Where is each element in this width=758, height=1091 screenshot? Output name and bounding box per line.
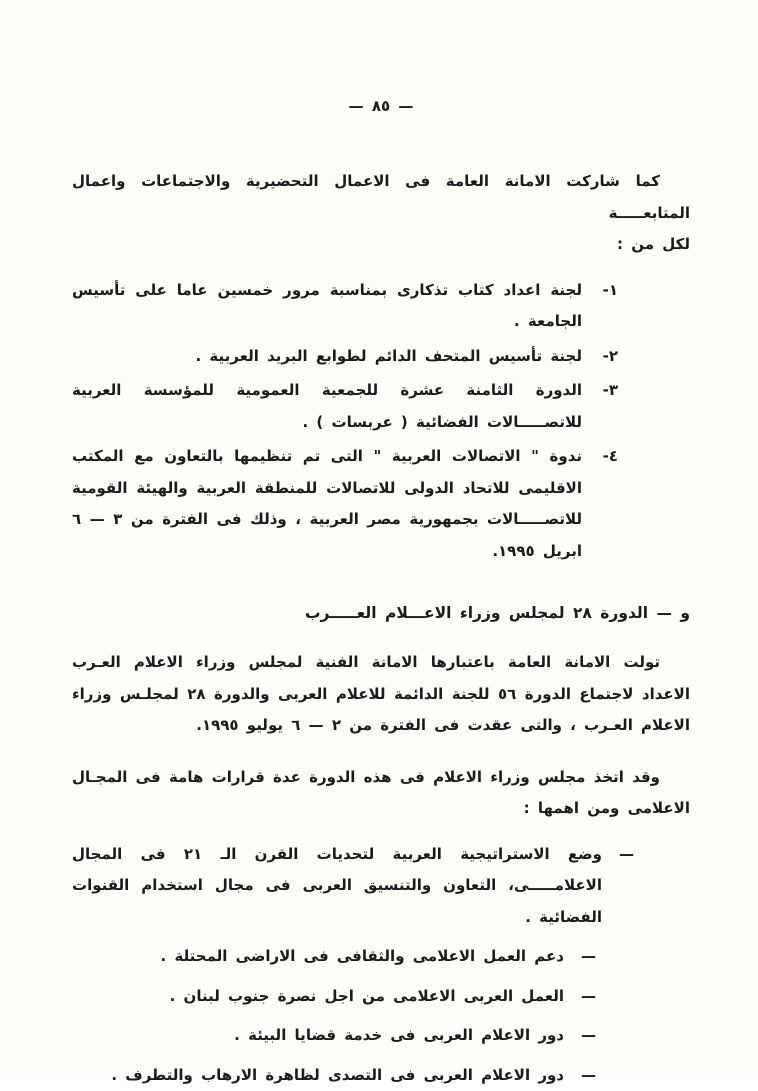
intro-line-1: كما شاركت الامانة العامة فى الاعمال التحضيرية والاجتماعات واعمال المتابعـــــة [72,166,690,229]
intro-line-2: لكل من : [72,229,690,261]
dash-item [72,1020,596,1052]
bullet-text: دور الاعلام العربى فى التصدى لظاهرة الارهاب والتطرف . [72,1060,564,1091]
intro-paragraph [72,166,690,261]
list-item [72,275,618,338]
bullet-text: العمل العربى الاعلامى من اجل نصرة جنوب لبنان . [72,981,564,1013]
dash-marker: — [602,839,634,871]
item-number: ٢- [582,341,618,373]
page-number: — ٨٥ — [72,90,690,122]
dash-item [72,1060,596,1091]
item-number: ٣- [582,375,618,407]
item-text: ندوة " الاتصالات العربية " التى تم تنظيمها بالتعاون مع المكتب الاقليمى للاتحاد الدولى للاتصالات للمنطقة العربية والهيئة القومية للاتصـــــالات بجمهورية مصر العربية ، وذلك فى الفترة من ٣ — ٦ ابريل ١٩٩٥. [72,441,582,567]
item-text: لجنة اعداد كتاب تذكارى بمناسبة مرور خمسين عاما على تأسيس الجامعة . [72,275,582,338]
item-text: الدورة الثامنة عشرة للجمعية العمومية للمؤسسة العربية للاتصـــــالات الفضائية ( عربسات ) . [72,375,582,438]
dash-marker: — [564,1020,596,1052]
item-number: ١- [582,275,618,307]
dash-marker: — [564,1060,596,1091]
list-item [72,375,618,438]
bullet-text: وضع الاستراتيجية العربية لتحديات القرن الـ ٢١ فى المجال الاعلامـــــى، التعاون والتنسيق العربى فى مجال استخدام القنوات الفضائية . [72,839,602,934]
decisions-list [72,839,690,1091]
item-text: لجنة تأسيس المتحف الدائم لطوابع البريد العربية . [72,341,582,373]
dash-item [72,981,596,1013]
numbered-list [72,275,618,568]
dash-marker: — [564,941,596,973]
section-heading: و — الدورة ٢٨ لمجلس وزراء الاعـــلام العـــــرب [72,597,690,629]
session-paragraph: تولت الامانة العامة باعتبارها الامانة الفنية لمجلس وزراء الاعلام العـرب الاعداد لاجتماع الدورة ٥٦ للجنة الدائمة للاعلام العربى والدورة ٢٨ لمجلـس وزراء الاعلام العـرب ، والتى عقدت فى الفترة من ٢ — ٦ يوليو ١٩٩٥. [72,647,690,742]
dash-item [72,941,596,973]
list-item [72,441,618,567]
bullet-text: دور الاعلام العربى فى خدمة قضايا البيئة . [72,1020,564,1052]
bullet-text: دعم العمل الاعلامى والثقافى فى الاراضى المحتلة . [72,941,564,973]
dash-marker: — [564,981,596,1013]
list-item [72,341,618,373]
item-number: ٤- [582,441,618,473]
decisions-intro-paragraph: وقد اتخذ مجلس وزراء الاعلام فى هذه الدورة عدة قرارات هامة فى المجـال الاعلامى ومن اهمها : [72,762,690,825]
dash-item [72,839,634,934]
